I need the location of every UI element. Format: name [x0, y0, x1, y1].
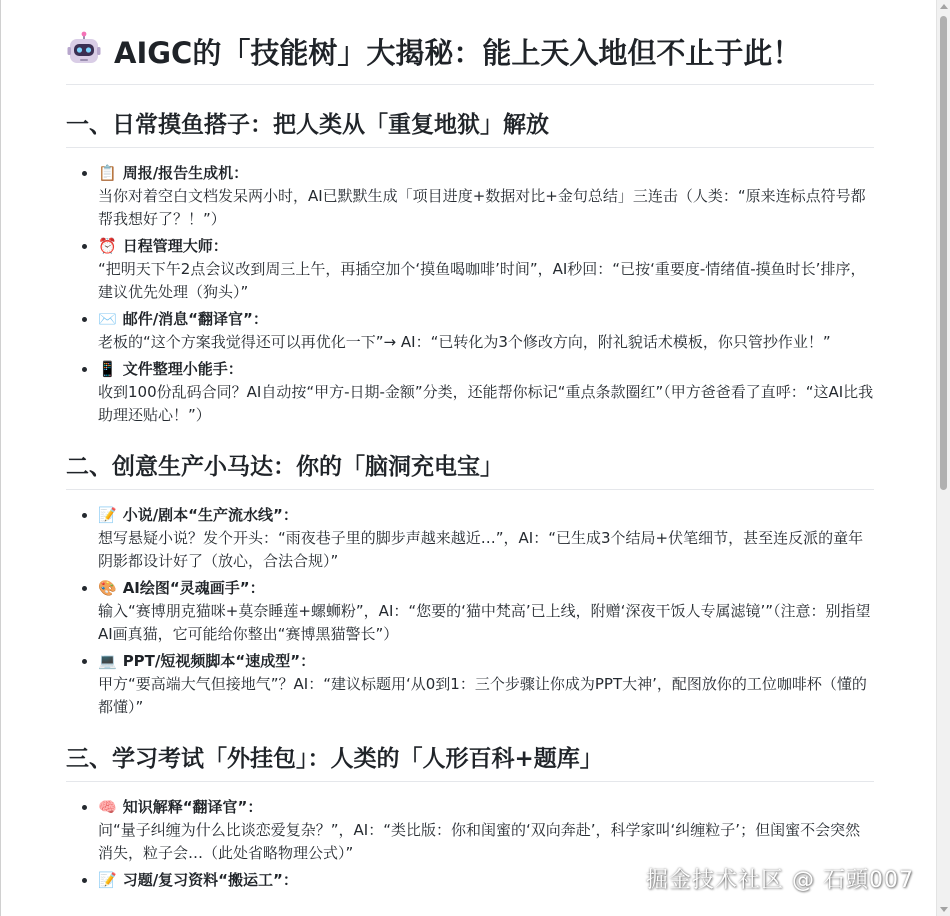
list-item-text: 想写悬疑小说？发个开头：“雨夜巷子里的脚步声越来越近…”，AI：“已生成3个结局+伏笔细节，甚至连反派的童年阴影都设计好了（放心，合法合规）” — [98, 528, 864, 570]
list-item-title: 知识解释“翻译官” — [122, 797, 248, 816]
list-item-colon: ： — [247, 797, 263, 816]
list-item — [98, 796, 874, 865]
page-title — [66, 30, 874, 85]
list-item-text: 输入“赛博朋克猫咪+莫奈睡莲+螺蛳粉”，AI：“您要的‘猫中梵高’已上线，附赠‘深夜干饭人专属滤镜’”（注意：别指望AI画真猫，它可能给你整出“赛博黑猫警长”） — [98, 601, 871, 643]
list-item-title: 文件整理小能手 — [122, 359, 228, 378]
list-item — [98, 162, 874, 231]
memo-icon: 📝 — [98, 505, 117, 524]
scroll-up-arrow-icon[interactable] — [940, 4, 948, 9]
robot-icon — [66, 31, 102, 80]
list-item-colon: ： — [249, 578, 265, 597]
list-item-colon: ： — [300, 651, 316, 670]
list-item — [98, 308, 874, 354]
list-item-title: 周报/报告生成机 — [122, 163, 234, 182]
list-item-title: 邮件/消息“翻译官” — [122, 309, 253, 328]
list-item-colon: ： — [227, 359, 243, 378]
section-heading: 三、学习考试「外挂包」：人类的「人形百科+题库」 — [66, 741, 874, 782]
list-item-text: 当你对着空白文档发呆两小时，AI已默默生成「项目进度+数据对比+金句总结」三连击（人类：“原来连标点符号都帮我想好了？！”） — [98, 186, 866, 228]
document-page — [66, 30, 874, 896]
list-item — [98, 577, 874, 646]
list-item-title: 日程管理大师 — [122, 236, 213, 255]
list-item-text: 收到100份乱码合同？AI自动按“甲方-日期-金额”分类，还能帮你标记“重点条款圈红”（甲方爸爸看了直呼：“这AI比我助理还贴心！”） — [98, 382, 874, 424]
list-item-title: PPT/短视频脚本“速成型” — [122, 651, 301, 670]
scrollbar-thumb[interactable] — [940, 16, 947, 490]
list-item-text: 甲方“要高端大气但接地气”？AI：“建议标题用‘从0到1：三个步骤让你成为PPT大神’，配图放你的工位咖啡杯（懂的都懂）” — [98, 674, 867, 716]
memo-icon: 📝 — [98, 870, 117, 889]
list-item-colon: ： — [252, 309, 268, 328]
alarm-clock-icon: ⏰ — [98, 236, 117, 255]
mobile-phone-icon: 📱 — [98, 359, 117, 378]
list-item — [98, 235, 874, 304]
list-item — [98, 650, 874, 719]
sections-container — [66, 107, 874, 892]
page-title-text: AIGC的「技能树」大揭秘：能上天入地但不止于此！ — [114, 36, 802, 70]
clipboard-icon: 📋 — [98, 163, 117, 182]
list-item — [98, 504, 874, 573]
list-item-text: 问“量子纠缠为什么比谈恋爱复杂？”，AI：“类比版：你和闺蜜的‘双向奔赴’，科学家叫‘纠缠粒子’；但闺蜜不会突然消失，粒子会…（此处省略物理公式）” — [98, 820, 861, 862]
section-heading: 二、创意生产小马达：你的「脑洞充电宝」 — [66, 449, 874, 490]
list-item-title: AI绘图“灵魂画手” — [122, 578, 250, 597]
watermark: 掘金技术社区 @ 石頭007 — [646, 868, 914, 893]
brain-icon: 🧠 — [98, 797, 117, 816]
section-heading: 一、日常摸鱼搭子：把人类从「重复地狱」解放 — [66, 107, 874, 148]
list-item-colon: ： — [282, 870, 298, 889]
list-item-title: 习题/复习资料“搬运工” — [122, 870, 283, 889]
list-item-colon: ： — [212, 236, 228, 255]
list-item-colon: ： — [233, 163, 249, 182]
palette-icon: 🎨 — [98, 578, 117, 597]
list-item-text: “把明天下午2点会议改到周三上午，再插空加个‘摸鱼喝咖啡’时间”，AI秒回：“已按‘重要度-情绪值-摸鱼时长’排序，建议优先处理（狗头）” — [98, 259, 866, 301]
envelope-icon: ✉️ — [98, 309, 117, 328]
list-item-colon: ： — [282, 505, 298, 524]
list-item-text: 老板的“这个方案我觉得还可以再优化一下”→ AI：“已转化为3个修改方向，附礼貌话术模板，你只管抄作业！” — [98, 332, 831, 351]
scroll-down-arrow-icon[interactable] — [940, 907, 948, 912]
section-list — [66, 162, 874, 427]
section-list — [66, 504, 874, 719]
list-item-title: 小说/剧本“生产流水线” — [122, 505, 283, 524]
laptop-icon: 💻 — [98, 651, 117, 670]
vertical-scrollbar[interactable] — [936, 0, 950, 916]
list-item — [98, 358, 874, 427]
